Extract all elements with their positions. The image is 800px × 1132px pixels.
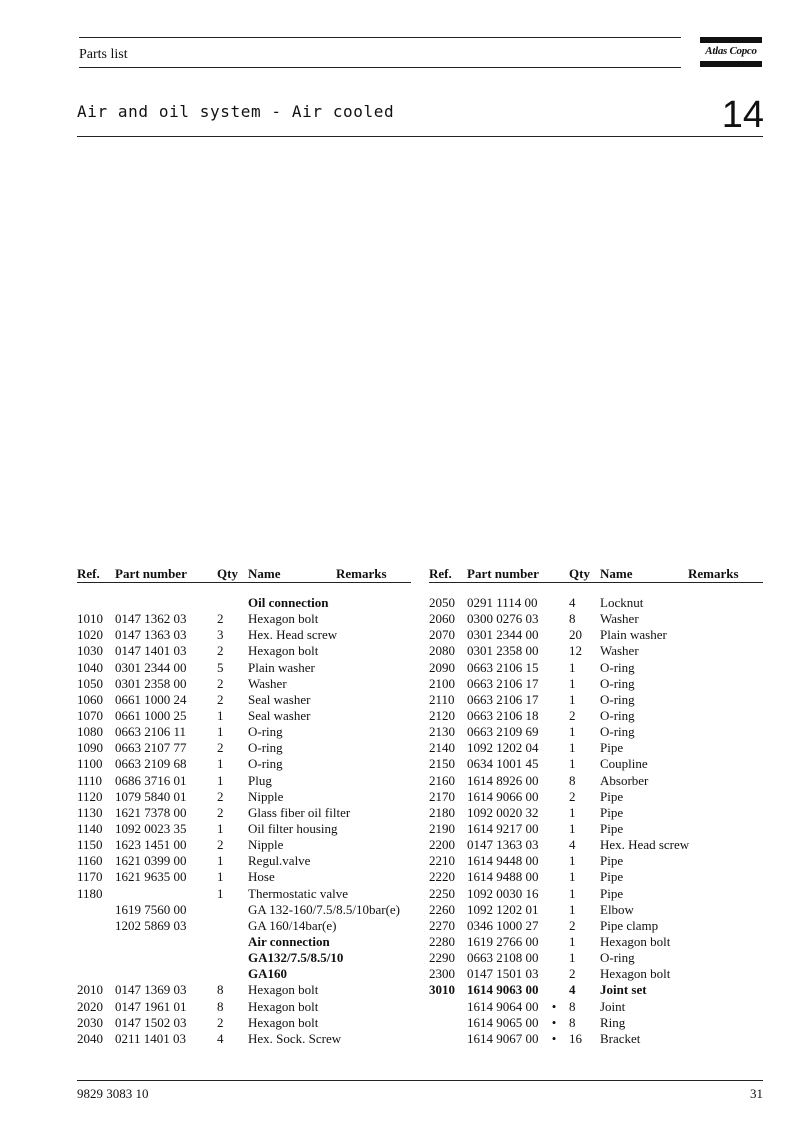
name-cell: Nipple: [248, 837, 284, 853]
name-cell: Seal washer: [248, 691, 311, 707]
part-number-cell: 1623 1451 00: [115, 837, 187, 853]
part-number-cell: 0663 2106 18: [467, 707, 539, 723]
name-cell: Hexagon bolt: [248, 611, 319, 627]
ref-cell: 1180: [77, 885, 103, 901]
ref-cell: 1120: [77, 788, 103, 804]
ref-cell: 1170: [77, 869, 103, 885]
qty-cell: 2: [569, 917, 576, 933]
name-cell: Coupline: [600, 756, 648, 772]
parts-table-left: [77, 566, 411, 1047]
part-number-cell: 1092 0030 16: [467, 885, 539, 901]
qty-cell: 8: [569, 772, 576, 788]
part-number-cell: 1079 5840 01: [115, 788, 187, 804]
part-number-cell: 1621 7378 00: [115, 804, 187, 820]
part-number-cell: 1202 5869 03: [115, 917, 187, 933]
ref-cell: 2250: [429, 885, 455, 901]
qty-cell: 2: [217, 788, 224, 804]
ref-cell: 2090: [429, 659, 455, 675]
qty-cell: 1: [569, 659, 576, 675]
table-row: [77, 789, 411, 805]
part-number-cell: 0663 2106 11: [115, 724, 187, 740]
name-cell: Plain washer: [248, 659, 315, 675]
qty-cell: 1: [217, 756, 224, 772]
name-cell: Hexagon bolt: [600, 933, 671, 949]
name-cell: Hose: [248, 869, 275, 885]
name-cell: O-ring: [600, 659, 635, 675]
table-row: [429, 789, 763, 805]
qty-cell: 1: [569, 885, 576, 901]
part-number-cell: 0663 2108 00: [467, 950, 539, 966]
qty-cell: 16: [569, 1030, 582, 1046]
name-cell: Hexagon bolt: [248, 1014, 319, 1030]
qty-cell: 1: [569, 853, 576, 869]
table-row: [77, 869, 411, 885]
ref-cell: 2220: [429, 869, 455, 885]
name-cell: Pipe: [600, 820, 624, 836]
part-number-cell: 1614 9488 00: [467, 869, 539, 885]
part-number-cell: 1092 1202 01: [467, 901, 539, 917]
table-row: [429, 708, 763, 724]
brand-logo: [700, 37, 762, 67]
table-rows: [429, 595, 763, 1047]
name-cell: Absorber: [600, 772, 649, 788]
table-header: [429, 566, 763, 582]
table-row: [429, 660, 763, 676]
part-number-cell: 1614 9066 00: [467, 788, 539, 804]
name-cell: Hexagon bolt: [248, 643, 319, 659]
qty-cell: 2: [217, 740, 224, 756]
part-number-cell: 0147 1363 03: [115, 627, 187, 643]
table-rows: [77, 595, 411, 1047]
table-row: [77, 805, 411, 821]
name-cell: Glass fiber oil filter: [248, 804, 351, 820]
table-row: [429, 1015, 763, 1031]
table-row: [429, 724, 763, 740]
qty-cell: 3: [217, 627, 224, 643]
name-cell: Hex. Sock. Screw: [248, 1030, 342, 1046]
name-cell: Regul.valve: [248, 853, 311, 869]
qty-cell: 2: [217, 837, 224, 853]
part-number-cell: 1619 7560 00: [115, 901, 187, 917]
part-number-cell: 1092 1202 04: [467, 740, 539, 756]
part-number-cell: 0301 2344 00: [115, 659, 187, 675]
table-row: [429, 902, 763, 918]
qty-cell: 5: [217, 659, 224, 675]
part-number-cell: 0634 1001 45: [467, 756, 539, 772]
name-cell: O-ring: [600, 950, 635, 966]
table-row: [429, 805, 763, 821]
table-row: [429, 595, 763, 611]
part-number-cell: 0663 2107 77: [115, 740, 187, 756]
part-number-cell: 1092 0023 35: [115, 820, 187, 836]
table-row: [429, 1031, 763, 1047]
qty-cell: 1: [217, 820, 224, 836]
name-cell: Nipple: [248, 788, 284, 804]
ref-cell: 2180: [429, 804, 455, 820]
table-header-rule: [77, 582, 411, 583]
name-cell: Pipe clamp: [600, 917, 659, 933]
part-number-cell: 1614 9448 00: [467, 853, 539, 869]
table-row: [429, 982, 763, 998]
page-title: Air and oil system - Air cooled: [77, 102, 395, 121]
name-cell: O-ring: [248, 740, 283, 756]
table-row: [77, 756, 411, 772]
ref-cell: 1100: [77, 756, 103, 772]
col-name-header: Name: [248, 566, 281, 581]
ref-cell: 2060: [429, 611, 455, 627]
table-header: [77, 566, 411, 582]
table-row: [77, 853, 411, 869]
ref-cell: 2040: [77, 1030, 103, 1046]
table-row: [77, 918, 411, 934]
logo-bar-bottom: [700, 61, 762, 67]
name-cell: Plain washer: [600, 627, 667, 643]
table-row: [429, 692, 763, 708]
table-row: [429, 756, 763, 772]
part-number-cell: 0147 1363 03: [467, 837, 539, 853]
part-number-cell: 1621 9635 00: [115, 869, 187, 885]
table-row: [77, 595, 411, 611]
table-row: [77, 1031, 411, 1047]
table-row: [77, 660, 411, 676]
name-cell: Plug: [248, 772, 272, 788]
qty-cell: 2: [569, 788, 576, 804]
table-row: [429, 934, 763, 950]
table-row: [77, 724, 411, 740]
ref-cell: 2260: [429, 901, 455, 917]
ref-cell: 2030: [77, 1014, 103, 1030]
qty-cell: 2: [217, 804, 224, 820]
qty-cell: 1: [217, 869, 224, 885]
qty-cell: 8: [569, 1014, 576, 1030]
qty-cell: 4: [569, 982, 576, 998]
qty-cell: 1: [217, 772, 224, 788]
qty-cell: 1: [569, 675, 576, 691]
table-row: [429, 611, 763, 627]
table-header-rule: [429, 582, 763, 583]
ref-cell: 2270: [429, 917, 455, 933]
ref-cell: 2020: [77, 998, 103, 1014]
part-number-cell: 1614 9065 00: [467, 1014, 539, 1030]
part-number-cell: 0661 1000 25: [115, 707, 187, 723]
name-cell: Thermostatic valve: [248, 885, 348, 901]
qty-cell: 8: [217, 998, 224, 1014]
part-number-cell: 0147 1501 03: [467, 966, 539, 982]
qty-cell: 1: [569, 691, 576, 707]
qty-cell: 1: [569, 820, 576, 836]
name-cell: O-ring: [600, 675, 635, 691]
part-number-cell: 1614 9067 00: [467, 1030, 539, 1046]
table-row: [77, 950, 411, 966]
part-number-cell: 0147 1502 03: [115, 1014, 187, 1030]
table-row: [77, 966, 411, 982]
part-number-cell: 1614 9064 00: [467, 998, 539, 1014]
ref-cell: 1060: [77, 691, 103, 707]
page-number: 31: [750, 1086, 763, 1101]
table-row: [77, 627, 411, 643]
qty-cell: 1: [569, 740, 576, 756]
qty-cell: 20: [569, 627, 582, 643]
table-row: [429, 950, 763, 966]
name-cell: O-ring: [600, 724, 635, 740]
part-number-cell: 0291 1114 00: [467, 595, 538, 610]
ref-cell: 2140: [429, 740, 455, 756]
name-cell: Pipe: [600, 740, 624, 756]
table-row: [429, 821, 763, 837]
part-number-cell: 1614 9063 00: [467, 982, 539, 998]
ref-cell: 1110: [77, 772, 103, 788]
table-row: [429, 773, 763, 789]
name-cell: Pipe: [600, 869, 624, 885]
part-number-cell: 0147 1401 03: [115, 643, 187, 659]
part-number-cell: 0147 1961 01: [115, 998, 187, 1014]
header-rule-top: [79, 37, 681, 38]
qty-cell: 1: [569, 901, 576, 917]
table-row: [77, 837, 411, 853]
name-cell: Hexagon bolt: [248, 998, 319, 1014]
ref-cell: 1140: [77, 820, 103, 836]
qty-cell: 1: [217, 885, 224, 901]
name-cell: GA 132-160/7.5/8.5/10bar(e): [248, 901, 401, 917]
name-cell: GA 160/14bar(e): [248, 917, 337, 933]
ref-cell: 1030: [77, 643, 103, 659]
name-cell: Elbow: [600, 901, 634, 917]
ref-cell: 2070: [429, 627, 455, 643]
qty-cell: 2: [217, 675, 224, 691]
ref-cell: 2190: [429, 820, 455, 836]
qty-cell: 1: [217, 707, 224, 723]
part-number-cell: 0300 0276 03: [467, 611, 539, 627]
table-row: [77, 886, 411, 902]
name-cell: O-ring: [248, 724, 283, 740]
name-cell: GA132/7.5/8.5/10: [248, 950, 344, 966]
ref-cell: 2210: [429, 853, 455, 869]
ref-cell: 2150: [429, 756, 455, 772]
ref-cell: 1090: [77, 740, 103, 756]
name-cell: O-ring: [600, 691, 635, 707]
qty-cell: 4: [217, 1030, 224, 1046]
col-name-header: Name: [600, 566, 633, 581]
part-number-cell: 0301 2344 00: [467, 627, 539, 643]
qty-cell: 2: [569, 707, 576, 723]
qty-cell: 2: [217, 1014, 224, 1030]
table-row: [77, 902, 411, 918]
ref-cell: 2100: [429, 675, 455, 691]
col-remarks-header: Remarks: [336, 566, 387, 581]
ref-cell: 1040: [77, 659, 103, 675]
table-row: [429, 966, 763, 982]
table-row: [77, 643, 411, 659]
part-number-cell: 1092 0020 32: [467, 804, 539, 820]
chapter-number: 14: [721, 94, 764, 136]
table-row: [77, 676, 411, 692]
qty-cell: 2: [217, 643, 224, 659]
ref-cell: 1080: [77, 724, 103, 740]
qty-cell: 1: [569, 950, 576, 966]
qty-cell: 8: [217, 982, 224, 998]
part-number-cell: 0346 1000 27: [467, 917, 539, 933]
table-row: [429, 869, 763, 885]
ref-cell: 2280: [429, 933, 455, 949]
qty-cell: 2: [217, 691, 224, 707]
table-row: [77, 821, 411, 837]
part-number-cell: 1619 2766 00: [467, 933, 539, 949]
part-number-cell: 0663 2106 17: [467, 691, 539, 707]
name-cell: Hexagon bolt: [600, 966, 671, 982]
table-row: [77, 740, 411, 756]
part-number-cell: 0663 2109 69: [467, 724, 539, 740]
ref-cell: 2300: [429, 966, 455, 982]
name-cell: O-ring: [600, 707, 635, 723]
part-number-cell: 0301 2358 00: [467, 643, 539, 659]
table-row: [429, 643, 763, 659]
table-row: [429, 999, 763, 1015]
qty-cell: 2: [569, 966, 576, 982]
qty-cell: 1: [217, 853, 224, 869]
name-cell: Hex. Head screw: [600, 837, 690, 853]
ref-cell: 1050: [77, 675, 103, 691]
name-cell: Hex. Head screw: [248, 627, 338, 643]
title-rule: [77, 136, 763, 137]
qty-cell: 1: [569, 724, 576, 740]
ref-cell: 1020: [77, 627, 103, 643]
qty-cell: 8: [569, 611, 576, 627]
ref-cell: 2290: [429, 950, 455, 966]
part-number-cell: 0211 1401 03: [115, 1030, 187, 1046]
name-cell: Pipe: [600, 885, 624, 901]
part-number-cell: 0147 1369 03: [115, 982, 187, 998]
part-number-cell: 0661 1000 24: [115, 691, 187, 707]
name-cell: Pipe: [600, 804, 624, 820]
ref-cell: 2120: [429, 707, 455, 723]
ref-cell: 1010: [77, 611, 103, 627]
col-remarks-header: Remarks: [688, 566, 739, 581]
name-cell: Air connection: [248, 933, 330, 949]
parts-table-right: [429, 566, 763, 1047]
logo-text: Atlas Copco: [705, 45, 757, 57]
table-row: [77, 773, 411, 789]
ref-cell: 2050: [429, 595, 455, 610]
qty-cell: 1: [569, 756, 576, 772]
ref-cell: 2010: [77, 982, 103, 998]
table-row: [77, 692, 411, 708]
qty-cell: 4: [569, 837, 576, 853]
table-row: [429, 676, 763, 692]
part-number-cell: 0663 2106 17: [467, 675, 539, 691]
qty-cell: 8: [569, 998, 576, 1014]
table-row: [77, 934, 411, 950]
name-cell: Washer: [600, 611, 639, 627]
table-row: [429, 918, 763, 934]
table-row: [429, 837, 763, 853]
table-row: [77, 999, 411, 1015]
footer-rule: [77, 1080, 763, 1081]
name-cell: Oil connection: [248, 595, 329, 610]
name-cell: Hexagon bolt: [248, 982, 319, 998]
table-row: [77, 708, 411, 724]
name-cell: O-ring: [248, 756, 283, 772]
table-row: [429, 886, 763, 902]
table-row: [77, 611, 411, 627]
qty-cell: 1: [569, 933, 576, 949]
part-number-cell: 1614 8926 00: [467, 772, 539, 788]
bullet-icon: •: [551, 1014, 557, 1030]
col-qty-header: Qty: [569, 566, 590, 581]
name-cell: Bracket: [600, 1030, 641, 1046]
qty-cell: 12: [569, 643, 582, 659]
col-ref-header: Ref.: [429, 566, 452, 581]
part-number-cell: 0301 2358 00: [115, 675, 187, 691]
table-row: [429, 627, 763, 643]
part-number-cell: 0663 2109 68: [115, 756, 187, 772]
ref-cell: 2200: [429, 837, 455, 853]
name-cell: Pipe: [600, 853, 624, 869]
ref-cell: 3010: [429, 982, 455, 998]
name-cell: Seal washer: [248, 707, 311, 723]
table-row: [77, 982, 411, 998]
qty-cell: 1: [569, 804, 576, 820]
qty-cell: 4: [569, 595, 576, 610]
col-ref-header: Ref.: [77, 566, 100, 581]
name-cell: GA160: [248, 966, 287, 982]
bullet-icon: •: [551, 998, 557, 1014]
col-qty-header: Qty: [217, 566, 238, 581]
bullet-icon: •: [551, 1030, 557, 1046]
ref-cell: 1130: [77, 804, 103, 820]
table-row: [429, 740, 763, 756]
qty-cell: 1: [217, 724, 224, 740]
name-cell: Pipe: [600, 788, 624, 804]
ref-cell: 2160: [429, 772, 455, 788]
header-label: Parts list: [79, 47, 128, 62]
name-cell: Joint set: [600, 982, 647, 998]
part-number-cell: 1621 0399 00: [115, 853, 187, 869]
ref-cell: 2080: [429, 643, 455, 659]
ref-cell: 2130: [429, 724, 455, 740]
part-number-cell: 0147 1362 03: [115, 611, 187, 627]
name-cell: Locknut: [600, 595, 644, 610]
header-rule-bottom: [79, 67, 681, 68]
table-row: [77, 1015, 411, 1031]
ref-cell: 1150: [77, 837, 103, 853]
document-number: 9829 3083 10: [77, 1086, 149, 1101]
ref-cell: 2110: [429, 691, 455, 707]
qty-cell: 2: [217, 611, 224, 627]
ref-cell: 2170: [429, 788, 455, 804]
name-cell: Ring: [600, 1014, 626, 1030]
part-number-cell: 1614 9217 00: [467, 820, 539, 836]
name-cell: Washer: [248, 675, 287, 691]
qty-cell: 1: [569, 869, 576, 885]
ref-cell: 1160: [77, 853, 103, 869]
name-cell: Joint: [600, 998, 626, 1014]
col-part-header: Part number: [467, 566, 539, 581]
name-cell: Washer: [600, 643, 639, 659]
name-cell: Oil filter housing: [248, 820, 338, 836]
part-number-cell: 0663 2106 15: [467, 659, 539, 675]
table-row: [429, 853, 763, 869]
part-number-cell: 0686 3716 01: [115, 772, 187, 788]
col-part-header: Part number: [115, 566, 187, 581]
ref-cell: 1070: [77, 707, 103, 723]
